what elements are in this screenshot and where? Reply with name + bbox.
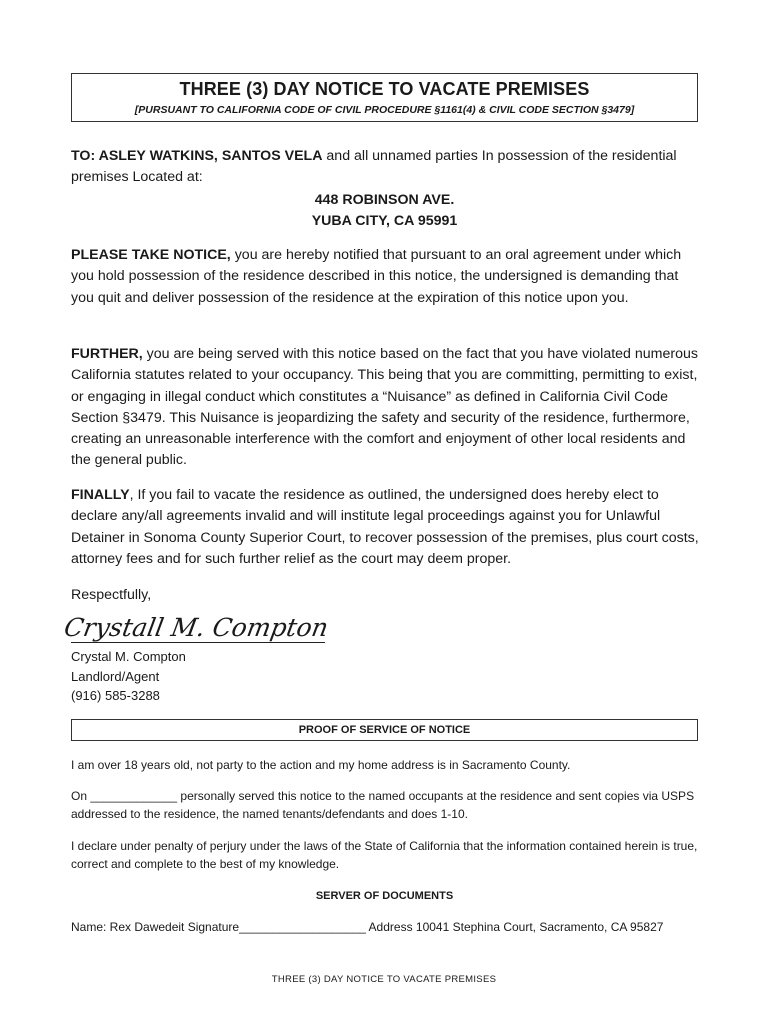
closing-text: Respectfully, bbox=[71, 587, 152, 603]
server-line: Name: Rex Dawedeit Signature___________________ Address 10041 Stephina Court, Sacramento, CA 95827 bbox=[71, 920, 664, 934]
finally-paragraph bbox=[71, 485, 701, 570]
further-lead: FURTHER, bbox=[71, 346, 143, 362]
signer-phone: (916) 585-3288 bbox=[71, 688, 160, 704]
signer-name: Crystal M. Compton bbox=[71, 649, 186, 664]
notice-text: you are hereby notified that pursuant to an oral agreement under which you hold possession of the residence described in this notice, the undersigned is demanding that you quit and deliver possession of the residence at the expiration of this notice upon you. bbox=[71, 247, 682, 306]
document-title: THREE (3) DAY NOTICE TO VACATE PREMISES bbox=[179, 79, 590, 99]
proof-statement-service: On _____________ personally served this notice to the named occupants at the residence and sent copies via USPS addressed to the residence, the named tenants/defendants and does 1-10. bbox=[71, 789, 695, 821]
document-subtitle: [PURSUANT TO CALIFORNIA CODE OF CIVIL PROCEDURE §1161(4) & CIVIL CODE SECTION §3479] bbox=[134, 104, 635, 116]
notice-lead: PLEASE TAKE NOTICE, bbox=[71, 247, 231, 263]
handwritten-signature bbox=[62, 608, 331, 646]
address-line-1: 448 ROBINSON AVE. bbox=[314, 192, 455, 208]
finally-lead: FINALLY bbox=[71, 487, 130, 503]
signature-text: Crystall M. Compton bbox=[62, 613, 331, 642]
further-text: you are being served with this notice based on the fact that you have violated numerous California statutes related to your occupancy. This being that you are committing, permitting to exist, or engaging in illegal conduct which constitutes a “Nuisance” as defined in California Civil Code Section §3479. This Nuisance is jeopardizing the safety and security of the residence, furthermore, creating an unreasonable interference with the comfort and enjoyment of other local residents and the general public. bbox=[71, 346, 698, 469]
to-recipients: TO: ASLEY WATKINS, SANTOS VELA bbox=[71, 148, 323, 164]
to-paragraph bbox=[71, 146, 701, 189]
further-paragraph bbox=[71, 344, 701, 472]
proof-title: PROOF OF SERVICE OF NOTICE bbox=[71, 719, 698, 741]
proof-statement-age: I am over 18 years old, not party to the action and my home address is in Sacramento County. bbox=[71, 758, 571, 772]
signer-role: Landlord/Agent bbox=[71, 668, 160, 684]
signature-line bbox=[71, 642, 325, 643]
finally-text: , If you fail to vacate the residence as outlined, the undersigned does hereby elect to declare any/all agreements invalid and will institute legal proceedings against you for Unlawful Detainer in Sonoma County Superior Court, to recover possession of the premises, plus court costs, attorney fees and for such further relief as the court may deem proper. bbox=[71, 487, 699, 567]
premises-address bbox=[71, 190, 698, 232]
page-footer: THREE (3) DAY NOTICE TO VACATE PREMISES bbox=[271, 974, 497, 985]
address-line-2: YUBA CITY, CA 95991 bbox=[311, 213, 458, 229]
title-box bbox=[71, 73, 698, 122]
signature-block bbox=[71, 647, 186, 706]
proof-statement-perjury: I declare under penalty of perjury under the laws of the State of California that the information contained herein is true, correct and complete to the best of my knowledge. bbox=[71, 839, 698, 871]
server-title: SERVER OF DOCUMENTS bbox=[315, 890, 454, 902]
to-text: and all unnamed parties In possession of the residential premises Located at: bbox=[71, 148, 677, 186]
notice-paragraph bbox=[71, 245, 701, 309]
